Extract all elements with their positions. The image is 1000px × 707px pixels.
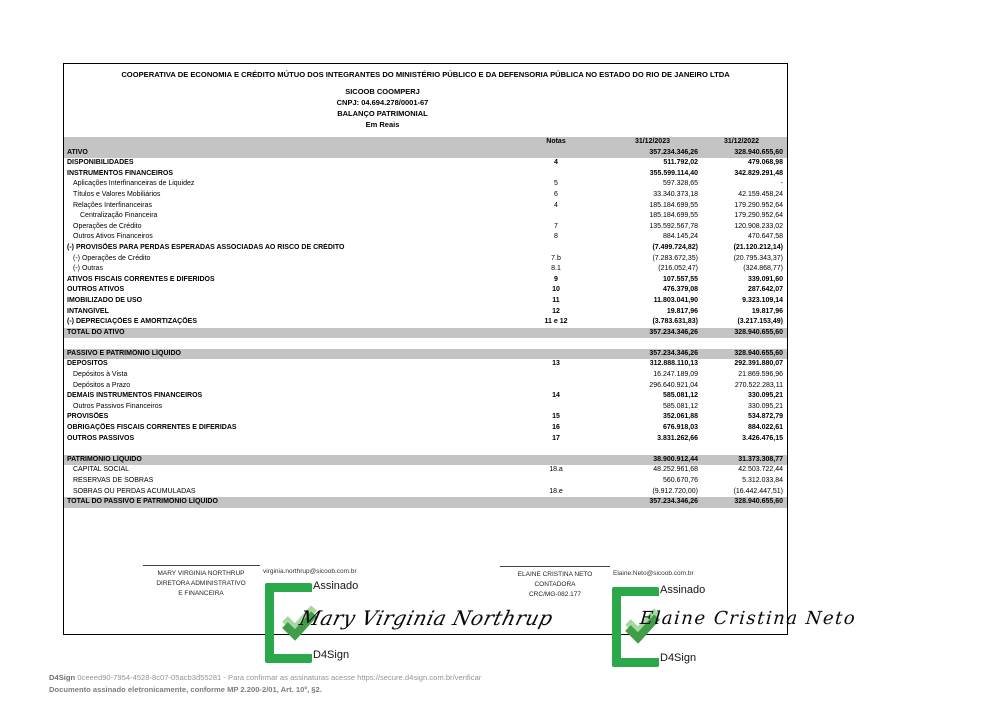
row-value-2023: 16.247.189,09 bbox=[653, 371, 698, 379]
handwritten-signature-right: Elaine Cristina Neto bbox=[639, 608, 858, 629]
table-row bbox=[64, 381, 787, 392]
row-label: OUTROS PASSIVOS bbox=[67, 434, 135, 442]
row-label: PROVISÕES bbox=[67, 413, 109, 421]
row-value-2022: 179.290.952,64 bbox=[734, 212, 783, 220]
footer-brand: D4Sign bbox=[49, 673, 76, 682]
row-note bbox=[521, 338, 591, 349]
table-row bbox=[64, 169, 787, 180]
table-row bbox=[64, 307, 787, 318]
row-value-2022: 287.642,07 bbox=[747, 286, 783, 294]
row-value-2022: 534.872,79 bbox=[747, 413, 783, 421]
row-label: Outros Passivos Financeiros bbox=[73, 402, 163, 410]
table-row bbox=[64, 317, 787, 328]
row-value-2023: 352.061,88 bbox=[662, 413, 698, 421]
row-note bbox=[521, 402, 591, 413]
signature-rule-left bbox=[143, 565, 260, 566]
row-label: PATRIMÔNIO LÍQUIDO bbox=[67, 455, 142, 463]
row-label: OBRIGAÇÕES FISCAIS CORRENTES E DIFERIDAS bbox=[67, 424, 237, 432]
row-label: DEMAIS INSTRUMENTOS FINANCEIROS bbox=[67, 392, 203, 400]
row-value-2022: 479.068,98 bbox=[747, 159, 783, 167]
row-value-2023: 357.234.346,26 bbox=[649, 349, 698, 357]
table-row bbox=[64, 497, 787, 508]
table-row bbox=[64, 211, 787, 222]
row-value-2022: 342.829.291,48 bbox=[734, 169, 783, 177]
assinado-label-right: Assinado bbox=[660, 584, 706, 596]
table-row bbox=[64, 158, 787, 169]
signer-left-identity bbox=[130, 569, 272, 599]
row-value-2023: 560.670,76 bbox=[662, 477, 698, 484]
row-label: (-) Outras bbox=[73, 265, 103, 273]
table-row bbox=[64, 190, 787, 201]
row-note: 8.1 bbox=[551, 265, 561, 273]
row-label: INTANGÍVEL bbox=[67, 307, 109, 315]
row-value-2022: 3.426.476,15 bbox=[742, 434, 783, 442]
column-header-notas: Notas bbox=[546, 138, 566, 145]
row-label: INSTRUMENTOS FINANCEIROS bbox=[67, 169, 174, 177]
row-note: 6 bbox=[554, 190, 558, 198]
row-note: 18.e bbox=[549, 487, 563, 495]
table-row bbox=[64, 349, 787, 360]
row-value-2023: 33.340.373,18 bbox=[653, 190, 698, 198]
row-note: 11 e 12 bbox=[544, 318, 568, 326]
row-note: 7 bbox=[554, 222, 558, 230]
table-row bbox=[64, 275, 787, 286]
table-row bbox=[64, 434, 787, 445]
row-note bbox=[521, 381, 591, 392]
row-value-2022: (21.120.212,14) bbox=[733, 243, 783, 251]
signer-right-name: ELAINE CRISTINA NETO bbox=[517, 571, 593, 578]
row-value-2022: (20.795.343,37) bbox=[733, 254, 783, 262]
row-note bbox=[521, 211, 591, 222]
table-row bbox=[64, 487, 787, 498]
row-value-2023: (7.499.724,82) bbox=[652, 243, 698, 251]
row-value-2022: 270.522.283,11 bbox=[734, 381, 783, 389]
row-note bbox=[521, 243, 591, 254]
document-subtitle-block bbox=[64, 86, 701, 130]
row-note: 14 bbox=[552, 392, 560, 400]
row-label: DISPONIBILIDADES bbox=[67, 159, 134, 167]
row-note bbox=[521, 444, 591, 455]
row-note: 8 bbox=[554, 233, 558, 241]
table-row bbox=[64, 391, 787, 402]
table-rows-container bbox=[64, 148, 787, 508]
row-value-2023: 357.234.346,26 bbox=[649, 498, 698, 506]
row-note bbox=[521, 349, 591, 360]
row-value-2022: 328.940.655,60 bbox=[734, 349, 783, 357]
table-row bbox=[64, 179, 787, 190]
signature-rule-right bbox=[500, 566, 610, 567]
row-label: OUTROS ATIVOS bbox=[67, 286, 125, 294]
row-note: 9 bbox=[554, 275, 558, 283]
row-label: DEPÓSITOS bbox=[67, 360, 108, 368]
signer-right-identity bbox=[492, 570, 618, 600]
row-value-2022: 21.869.596,96 bbox=[738, 371, 783, 379]
row-value-2023: 38.900.912,44 bbox=[653, 455, 698, 463]
row-note bbox=[521, 497, 591, 508]
d4sign-label-right: D4Sign bbox=[660, 652, 697, 664]
row-note: 7.b bbox=[551, 254, 561, 262]
row-value-2023: 585.081,12 bbox=[662, 392, 698, 400]
row-value-2023: (7.283.672,35) bbox=[652, 254, 698, 262]
assinado-label-left: Assinado bbox=[313, 580, 359, 592]
table-row bbox=[64, 402, 787, 413]
row-value-2022: 328.940.655,60 bbox=[734, 148, 783, 156]
row-note bbox=[521, 328, 591, 339]
row-value-2023: 357.234.346,26 bbox=[649, 328, 698, 336]
table-row bbox=[64, 243, 787, 254]
coop-name: COOPERATIVA DE ECONOMIA E CRÉDITO MÚTUO DOS INTEGRANTES DO MINISTÉRIO PÚBLICO E DA DEFENSORIA PÚBLICA NO ESTADO DO RIO DE JANEIRO LTDA bbox=[121, 70, 730, 79]
row-value-2023: 11.803.041,90 bbox=[653, 296, 698, 304]
row-value-2023: 676.918,03 bbox=[662, 424, 698, 432]
row-value-2022: 328.940.655,60 bbox=[734, 498, 783, 506]
table-row bbox=[64, 285, 787, 296]
row-value-2023: 135.592.567,78 bbox=[649, 222, 698, 230]
row-label: Depósitos à Vista bbox=[73, 371, 128, 379]
row-value-2023: 476.379,08 bbox=[662, 286, 698, 294]
table-row bbox=[64, 476, 787, 487]
column-header-2022: 31/12/2022 bbox=[723, 138, 759, 145]
row-label: TOTAL DO ATIVO bbox=[67, 328, 125, 336]
row-value-2022 bbox=[698, 444, 787, 455]
signer-right-role: CONTADORA bbox=[534, 581, 576, 588]
row-value-2022: (16.442.447,51) bbox=[733, 487, 783, 495]
row-note: 15 bbox=[552, 413, 560, 421]
row-label: TOTAL DO PASSIVO E PATRIMÔNIO LÍQUIDO bbox=[67, 498, 218, 506]
row-label bbox=[64, 338, 521, 349]
row-value-2022: 42.503.722,44 bbox=[738, 466, 783, 474]
row-value-2023 bbox=[591, 444, 698, 455]
row-label: PASSIVO E PATRIMÔNIO LÍQUIDO bbox=[67, 349, 181, 357]
row-value-2022: 42.159.458,24 bbox=[738, 190, 783, 198]
table-row bbox=[64, 232, 787, 243]
row-value-2023: 511.792,02 bbox=[663, 159, 698, 167]
footer-legal-line: Documento assinado eletronicamente, conforme MP 2.200-2/01, Art. 10º, §2. bbox=[49, 685, 322, 694]
table-row bbox=[64, 444, 787, 455]
row-note: 12 bbox=[552, 307, 560, 315]
row-note bbox=[521, 476, 591, 487]
row-value-2022: (324.868,77) bbox=[743, 265, 783, 273]
signer-left-name: MARY VIRGINIA NORTHRUP bbox=[157, 570, 245, 577]
row-label: (-) Operações de Crédito bbox=[73, 254, 151, 262]
table-row bbox=[64, 455, 787, 466]
row-label: IMOBILIZADO DE USO bbox=[67, 296, 143, 304]
footer-verification-text: 0ceeed90-7954-4528-8c07-05acb3d55281 - Para confirmar as assinaturas acesse https://secure.d4sign.com.br/verificar bbox=[77, 673, 482, 682]
table-row bbox=[64, 370, 787, 381]
org-short-name: SICOOB COOMPERJ bbox=[345, 87, 420, 96]
row-label: Operações de Crédito bbox=[73, 222, 142, 230]
row-label: ATIVO bbox=[67, 148, 88, 156]
row-value-2023: 185.184.699,55 bbox=[649, 212, 698, 220]
table-row bbox=[64, 465, 787, 476]
row-label: SOBRAS OU PERDAS ACUMULADAS bbox=[73, 487, 196, 495]
row-value-2022: 5.312.033,84 bbox=[742, 477, 783, 484]
row-label: Títulos e Valores Mobiliários bbox=[73, 190, 161, 198]
row-value-2023: 19.817,96 bbox=[666, 307, 698, 315]
row-note: 13 bbox=[552, 360, 560, 368]
signer-right-email: Elaine.Neto@sicoob.com.br bbox=[613, 570, 694, 577]
row-value-2023: 597.328,65 bbox=[662, 180, 698, 188]
row-value-2022: 330.095,21 bbox=[747, 392, 783, 400]
row-note: 4 bbox=[554, 201, 558, 209]
table-row bbox=[64, 328, 787, 339]
row-value-2022: 120.908.233,02 bbox=[734, 222, 783, 230]
document-page bbox=[63, 63, 788, 635]
row-note: 10 bbox=[552, 286, 560, 294]
row-value-2023: 312.888.110,13 bbox=[649, 360, 698, 368]
row-value-2023: (216.052,47) bbox=[658, 265, 698, 273]
currency-note: Em Reais bbox=[365, 120, 400, 129]
cnpj-text: CNPJ: 04.694.278/0001-67 bbox=[336, 98, 429, 107]
table-row bbox=[64, 338, 787, 349]
column-header-row bbox=[64, 137, 787, 148]
row-note bbox=[521, 455, 591, 466]
row-label: Aplicações Interfinanceiras de Liquidez bbox=[73, 180, 195, 188]
row-label bbox=[64, 444, 521, 455]
row-value-2023: 185.184.699,55 bbox=[649, 201, 698, 209]
row-value-2023: (3.783.631,83) bbox=[652, 318, 698, 326]
statement-title: BALANÇO PATRIMONIAL bbox=[337, 109, 428, 118]
row-label: ATIVOS FISCAIS CORRENTES E DIFERIDOS bbox=[67, 275, 215, 283]
table-row bbox=[64, 296, 787, 307]
table-row bbox=[64, 359, 787, 370]
row-value-2023: 3.831.262,66 bbox=[657, 434, 698, 442]
row-label: Centralização Financeira bbox=[80, 212, 158, 220]
row-label: RESERVAS DE SOBRAS bbox=[73, 477, 154, 484]
column-header-2023: 31/12/2023 bbox=[634, 138, 670, 145]
row-value-2022: 9.323.109,14 bbox=[742, 296, 783, 304]
row-value-2022: 328.940.655,60 bbox=[734, 328, 783, 336]
row-note bbox=[521, 370, 591, 381]
row-value-2022: 470.647,58 bbox=[747, 233, 783, 241]
table-row bbox=[64, 201, 787, 212]
row-value-2023: 884.145,24 bbox=[662, 233, 698, 241]
table-row bbox=[64, 222, 787, 233]
row-value-2023: (9.912.720,00) bbox=[652, 487, 698, 495]
column-header-spacer bbox=[64, 137, 521, 148]
table-row bbox=[64, 423, 787, 434]
row-label: (-) DEPRECIAÇÕES E AMORTIZAÇÕES bbox=[67, 318, 198, 326]
row-label: CAPITAL SOCIAL bbox=[73, 466, 130, 474]
signer-left-role: DIRETORA ADMINISTRATIVO bbox=[156, 580, 246, 587]
row-value-2022: 292.391.880,07 bbox=[734, 360, 783, 368]
table-row bbox=[64, 264, 787, 275]
row-value-2022: 19.817,96 bbox=[751, 307, 783, 315]
row-value-2022: (3.217.153,49) bbox=[737, 318, 783, 326]
row-note: 5 bbox=[554, 180, 558, 188]
row-label: Depósitos a Prazo bbox=[73, 381, 131, 389]
row-value-2023 bbox=[591, 338, 698, 349]
row-label: Relações Interfinanceiras bbox=[73, 201, 152, 209]
balance-sheet-table bbox=[64, 137, 787, 508]
d4sign-label-left: D4Sign bbox=[313, 649, 350, 661]
footer-verification-line bbox=[49, 672, 481, 684]
row-label: Outros Ativos Financeiros bbox=[73, 233, 153, 241]
row-value-2023: 357.234.346,26 bbox=[649, 148, 698, 156]
row-note: 18.a bbox=[549, 466, 563, 474]
row-value-2022: 884.022,61 bbox=[747, 424, 783, 432]
signer-right-crc: CRC/MG-082.177 bbox=[528, 591, 582, 598]
row-value-2022: 339.091,60 bbox=[747, 275, 783, 283]
row-value-2022: 179.290.952,64 bbox=[734, 201, 783, 209]
row-label: (-) PROVISÕES PARA PERDAS ESPERADAS ASSOCIADAS AO RISCO DE CRÉDITO bbox=[67, 243, 345, 251]
row-value-2023: 48.252.961,68 bbox=[653, 466, 698, 474]
row-value-2023: 585.081,12 bbox=[662, 402, 698, 410]
row-note bbox=[521, 169, 591, 180]
row-note: 17 bbox=[552, 434, 560, 442]
row-note bbox=[521, 148, 591, 159]
signer-left-email: virginia.northrup@sicoob.com.br bbox=[263, 568, 357, 575]
table-row bbox=[64, 254, 787, 265]
row-note: 11 bbox=[552, 296, 560, 304]
row-note: 4 bbox=[554, 159, 558, 167]
table-row bbox=[64, 412, 787, 423]
row-value-2023: 107.557,55 bbox=[662, 275, 698, 283]
row-note: 16 bbox=[552, 424, 560, 432]
table-row bbox=[64, 148, 787, 159]
row-value-2023: 296.640.921,04 bbox=[649, 381, 698, 389]
row-value-2022 bbox=[698, 338, 787, 349]
row-value-2022: - bbox=[780, 180, 783, 188]
row-value-2022: 31.373.308,77 bbox=[738, 455, 783, 463]
signer-left-role2: E FINANCEIRA bbox=[178, 590, 224, 597]
d4sign-footer bbox=[49, 672, 481, 696]
row-value-2022: 330.095,21 bbox=[747, 402, 783, 410]
row-value-2023: 355.599.114,40 bbox=[649, 169, 698, 177]
handwritten-signature-left: Mary Virginia Northrup bbox=[297, 606, 556, 630]
